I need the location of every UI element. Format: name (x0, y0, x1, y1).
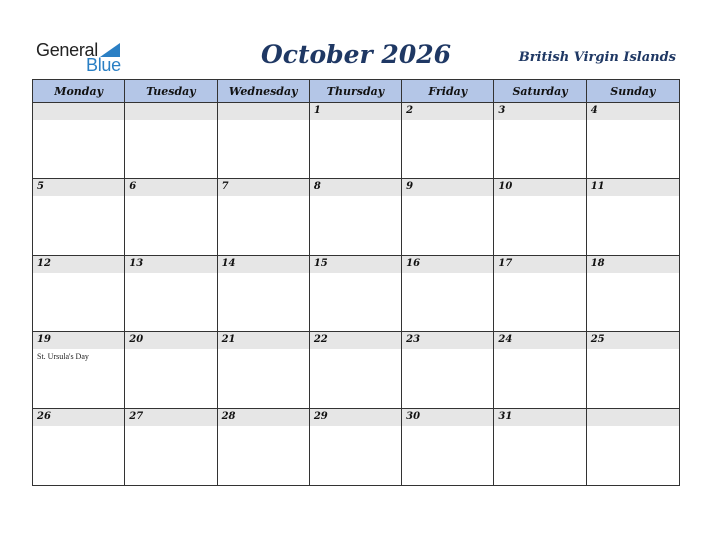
day-band (402, 256, 493, 273)
day-band (33, 332, 124, 349)
day-band (33, 179, 124, 196)
day-band (494, 256, 585, 273)
day-number: 23 (406, 334, 421, 346)
day-band (33, 256, 124, 273)
day-cell (494, 332, 586, 408)
day-number: 22 (313, 334, 328, 346)
day-number: 15 (313, 257, 328, 269)
holiday-label: St. Ursula's Day (37, 352, 89, 362)
day-number: 13 (129, 257, 144, 269)
day-number: 28 (221, 410, 236, 422)
day-band (125, 179, 216, 196)
day-cell (218, 103, 310, 179)
day-cell (587, 256, 679, 332)
day-cell (402, 103, 494, 179)
day-band (494, 332, 585, 349)
day-band (402, 332, 493, 349)
day-cell (494, 409, 586, 485)
day-band (33, 409, 124, 426)
day-band (218, 179, 309, 196)
day-cell (402, 256, 494, 332)
day-cell (587, 179, 679, 255)
day-band (125, 103, 216, 120)
day-band (402, 103, 493, 120)
day-cell (310, 332, 402, 408)
day-cell (33, 256, 125, 332)
day-band (587, 409, 679, 426)
day-number: 27 (129, 410, 144, 422)
day-number: 11 (590, 181, 605, 193)
day-band (587, 179, 679, 196)
day-number: 3 (498, 105, 506, 116)
day-cell (33, 103, 125, 179)
weekday-header: Thursday (310, 80, 402, 103)
day-band (310, 179, 401, 196)
day-band (310, 409, 401, 426)
day-cell (310, 103, 402, 179)
day-number: 12 (37, 257, 51, 269)
day-cell (310, 256, 402, 332)
day-number: 4 (590, 105, 598, 116)
day-band (218, 103, 309, 120)
page-title: October 2026 (260, 40, 452, 69)
day-number: 5 (37, 181, 44, 193)
day-number: 18 (590, 257, 605, 269)
logo-blue-text: Blue (86, 55, 121, 75)
day-band (33, 103, 124, 120)
weekday-header: Monday (33, 80, 125, 103)
calendar-grid (32, 79, 680, 486)
day-cell (310, 179, 402, 255)
day-band (494, 103, 585, 120)
day-number: 9 (406, 181, 414, 193)
day-band (125, 332, 216, 349)
logo-general-text: General (36, 40, 98, 60)
day-band (587, 256, 679, 273)
day-cell (125, 103, 217, 179)
day-cell (33, 409, 125, 485)
day-number: 25 (590, 334, 605, 346)
day-band (125, 409, 216, 426)
day-cell (125, 409, 217, 485)
day-cell (402, 179, 494, 255)
day-number: 2 (406, 105, 414, 116)
day-band (310, 256, 401, 273)
day-band (402, 409, 493, 426)
day-number: 19 (37, 334, 51, 346)
day-band (218, 256, 309, 273)
day-band (494, 409, 585, 426)
day-number: 17 (498, 257, 513, 269)
day-band (218, 332, 309, 349)
day-number: 6 (129, 181, 137, 193)
day-number: 31 (498, 410, 513, 422)
weekday-header: Sunday (587, 80, 679, 103)
weekday-header: Saturday (494, 80, 586, 103)
day-cell (125, 256, 217, 332)
day-cell (218, 332, 310, 408)
day-cell (310, 409, 402, 485)
day-number: 7 (221, 181, 229, 193)
day-cell (125, 179, 217, 255)
day-cell (33, 332, 125, 408)
day-band (587, 103, 679, 120)
day-band (310, 332, 401, 349)
weekday-header: Tuesday (125, 80, 217, 103)
day-number: 29 (313, 410, 328, 422)
day-cell (587, 409, 679, 485)
day-number: 10 (498, 181, 513, 193)
day-cell (218, 256, 310, 332)
day-band (402, 179, 493, 196)
day-band (125, 256, 216, 273)
day-number: 8 (313, 181, 321, 193)
day-cell (402, 409, 494, 485)
day-cell (218, 179, 310, 255)
day-cell (587, 103, 679, 179)
day-band (494, 179, 585, 196)
day-number: 30 (406, 410, 421, 422)
day-cell (494, 256, 586, 332)
day-number: 26 (37, 410, 51, 422)
day-number: 1 (313, 105, 321, 116)
day-number: 14 (221, 257, 236, 269)
day-number: 24 (498, 334, 513, 346)
day-number: 21 (221, 334, 236, 346)
day-band (587, 332, 679, 349)
weekday-header: Wednesday (218, 80, 310, 103)
weekday-header: Friday (402, 80, 494, 103)
day-cell (402, 332, 494, 408)
day-number: 16 (406, 257, 421, 269)
day-cell (218, 409, 310, 485)
day-cell (587, 332, 679, 408)
day-cell (494, 179, 586, 255)
day-band (310, 103, 401, 120)
country-name: British Virgin Islands (518, 50, 676, 65)
day-cell (33, 179, 125, 255)
day-cell (494, 103, 586, 179)
day-number: 20 (129, 334, 144, 346)
day-band (218, 409, 309, 426)
day-cell (125, 332, 217, 408)
